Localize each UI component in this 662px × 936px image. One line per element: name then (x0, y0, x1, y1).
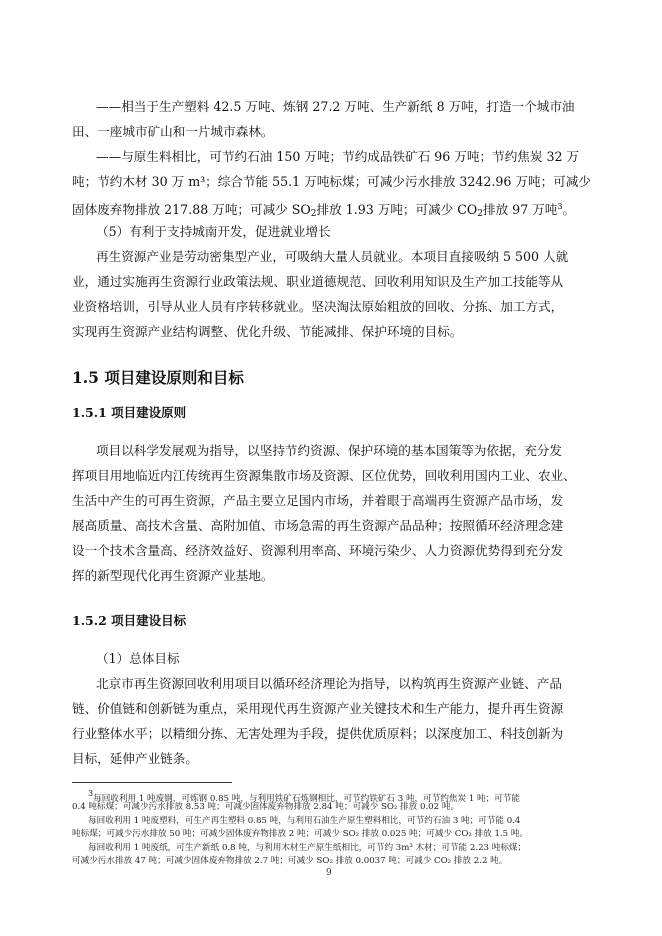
savings-text-c: 排放 97 万吨 (482, 202, 558, 217)
section-1-5-2-heading: 1.5.2 项目建设目标 (72, 613, 187, 628)
subheading-5: （5）有利于支持城南开发，促进就业增长 (96, 224, 331, 239)
footnote-3-line-1: 每回收利用 1 吨废纸，可生产新纸 0.8 吨，与利用木材生产原生纸相比，可节约 3m³ 木材；可节能 2.23 吨标煤； (88, 843, 527, 853)
principle-line-2: 挥项目用地临近内江传统再生资源集散市场及资源、区位优势，回收利用国内工业、农业、 (72, 468, 576, 483)
recycle-line-2: 田、一座城市矿山和一片城市森林。 (72, 124, 274, 139)
goal-line-2: 链、价值链和创新链为重点，采用现代再生资源产业关键技术和生产能力，提升再生资源 (72, 701, 564, 716)
principle-line-3: 生活中产生的可再生资源，产品主要立足国内市场，并着眼于高端再生资源产品市场，发 (72, 493, 564, 508)
footnote-1-line-2: 0.4 吨标煤；可减少污水排放 8.53 吨；可减少固体废弃物排放 2.84 吨；可减少 SO₂ 排放 0.02 吨。 (72, 802, 460, 812)
footnote-2-line-1: 每回收利用 1 吨废塑料，可生产再生塑料 0.85 吨，与利用石油生产原生塑料相比，可节约石油 3 吨；可节能 0.4 (88, 816, 521, 826)
jobs-line-1: 再生资源产业是劳动密集型产业，可吸纳大量人员就业。本项目直接吸纳 5 500 人就 (96, 249, 569, 264)
so2-subscript: 2 (310, 209, 317, 219)
footnote-number: 3 (88, 789, 94, 798)
subheading-1: （1）总体目标 (96, 651, 180, 666)
principle-line-1: 项目以科学发展观为指导，以坚持节约资源、保护环境的基本国策等为依据，充分发 (96, 443, 562, 458)
savings-line-1: ——与原生料相比，可节约石油 150 万吨；节约成品铁矿石 96 万吨；节约焦炭 32 万 (96, 149, 580, 164)
goal-line-3: 行业整体水平；以精细分拣、无害处理为手段，提供优质原料；以深度加工、科技创新为 (72, 726, 564, 741)
recycle-line-1: ——相当于生产塑料 42.5 万吨、炼钢 27.2 万吨、生产新纸 8 万吨，打造一个城市油 (96, 99, 575, 114)
principle-line-5: 设一个技术含量高、经济效益好、资源利用率高、环境污染少、人力资源优势得到充分发 (72, 543, 564, 558)
goal-line-4: 目标，延伸产业链条。 (72, 751, 198, 766)
savings-text-a: 固体废弃物排放 217.88 万吨；可减少 SO (72, 202, 311, 217)
goal-line-1: 北京市再生资源回收利用项目以循环经济理论为指导，以构筑再生资源产业链、产品 (96, 676, 562, 691)
savings-text-end: 。 (562, 202, 576, 217)
footnote-ref-3[interactable]: 3 (557, 202, 563, 211)
footnote-2-line-2: 吨标煤；可减少污水排放 50 吨；可减少固体废弃物排放 2 吨；可减少 SO₂ 排放 0.025 吨；可减少 CO₂ 排放 1.5 吨。 (72, 829, 529, 839)
section-1-5-heading: 1.5 项目建设原则和目标 (72, 368, 244, 387)
footnote-1-text: 每回收利用 1 吨废钢，可炼钢 0.85 吨，与利用铁矿石炼钢相比，可节约铁矿石 3 吨，可节约焦炭 1 吨；可节能 (93, 794, 521, 804)
savings-text-b: 排放 1.93 万吨；可减少 CO (316, 202, 478, 217)
footnote-3-line-2: 可减少污水排放 47 吨；可减少固体废弃物排放 2.7 吨；可减少 SO₂ 排放 0.0037 吨；可减少 CO₂ 排放 2.2 吨。 (72, 856, 508, 866)
jobs-line-4: 实现再生资源产业结构调整、优化升级、节能减排、保护环境的目标。 (72, 324, 463, 339)
footnote-separator (72, 782, 232, 783)
co2-subscript: 2 (477, 209, 483, 219)
savings-line-3 (72, 199, 575, 222)
savings-line-2: 吨；节约木材 30 万 m³；综合节能 55.1 万吨标煤；可减少污水排放 3242.96 万吨；可减少 (72, 174, 591, 189)
principle-line-4: 展高质量、高技术含量、高附加值、市场急需的再生资源产品品种；按照循环经济理念建 (72, 518, 564, 533)
section-1-5-1-heading: 1.5.1 项目建设原则 (72, 405, 187, 420)
jobs-line-3: 业资格培训，引导从业人员有序转移就业。坚决淘汰原始粗放的回收、分拣、加工方式， (72, 299, 564, 314)
principle-line-6: 挥的新型现代化再生资源产业基地。 (72, 568, 274, 583)
page-number: 9 (326, 868, 332, 878)
jobs-line-2: 业，通过实施再生资源行业政策法规、职业道德规范、回收利用知识及生产加工技能等从 (72, 274, 564, 289)
